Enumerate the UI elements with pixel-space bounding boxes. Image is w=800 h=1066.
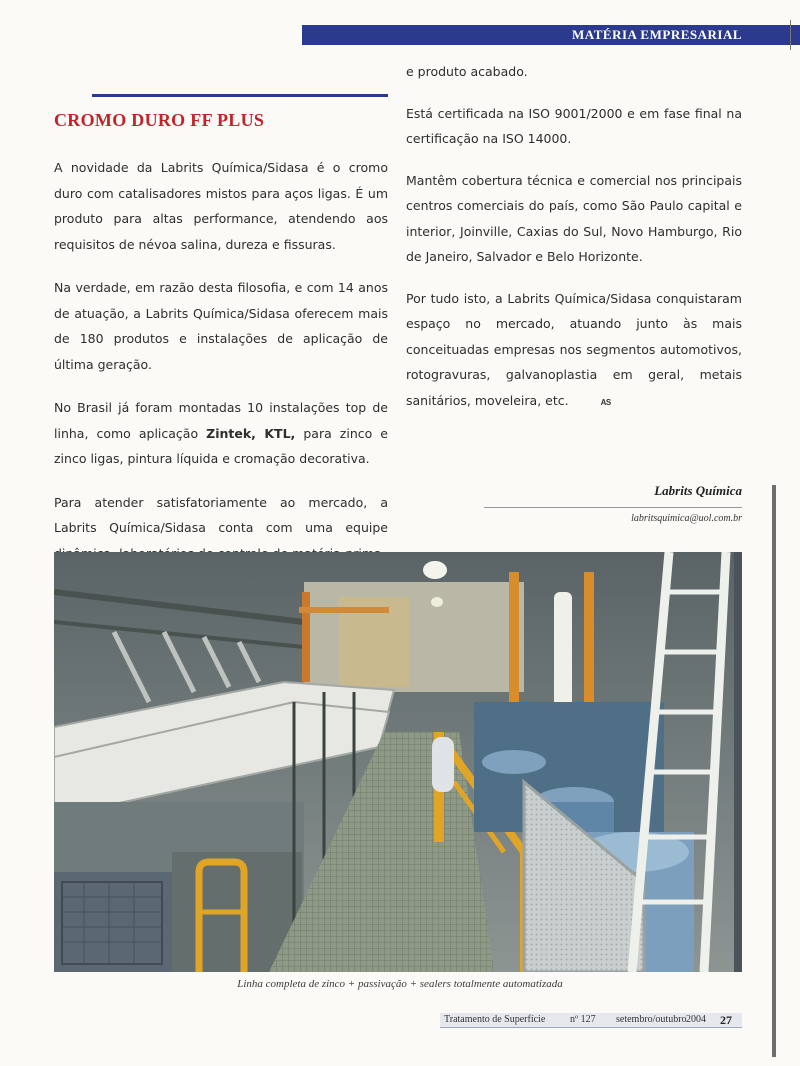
left-column: [54, 155, 388, 566]
signature-name: Labrits Química: [654, 483, 742, 498]
paragraph: Mantêm cobertura técnica e comercial nos principais centros comerciais do país, como São Paulo capital e interior, Joinville, Caxias do Sul, Novo Hamburgo, Rio de Janeiro, Salvador e Belo Horizonte.: [406, 172, 742, 264]
paragraph: e produto acabado.: [406, 64, 528, 79]
paragraph: A novidade da Labrits Química/Sidasa é o cromo duro com catalisadores mistos para aços ligas. É um produto para altas performance, atendendo aos requisitos de névoa salina, dureza e fissuras.: [54, 160, 388, 252]
article-title: CROMO DURO FF PLUS: [54, 110, 265, 130]
end-mark-logo: AS: [600, 397, 611, 407]
footer-publication: Tratamento de Superfície: [444, 1014, 546, 1025]
paragraph: No Brasil já foram montadas 10 instalações top de linha, como aplicação Zintek, KTL, para zinco e zinco ligas, pintura líquida e cromação decorativa.: [54, 400, 388, 466]
signature-email: labritsquimica@uol.com.br: [631, 513, 742, 524]
product-names: Zintek, KTL,: [206, 425, 296, 441]
section-header-bar: MATÉRIA EMPRESARIAL: [302, 25, 800, 45]
paragraph: Na verdade, em razão desta filosofia, e com 14 anos de atuação, a Labrits Química/Sidasa oferecem mais de 180 produtos e instalações de aplicação de última geração.: [54, 280, 388, 372]
page-footer: [440, 1013, 742, 1028]
photo-caption: Linha completa de zinco + passivação + sealers totalmente automatizada: [237, 978, 563, 990]
paragraph: Está certificada na ISO 9001/2000 e em fase final na certificação na ISO 14000.: [406, 105, 742, 146]
factory-photo: [54, 552, 742, 972]
edge-mark: [790, 20, 791, 50]
paragraph: Para atender satisfatoriamente ao mercado, a Labrits Química/Sidasa conta com uma equipe: [54, 494, 388, 535]
page-number: 27: [720, 1013, 732, 1027]
footer-issue: nº 127: [570, 1014, 596, 1025]
footer-year: 2004: [686, 1014, 706, 1025]
title-rule: [92, 94, 388, 97]
page-edge-bar: [772, 485, 776, 1057]
signature-rule: [484, 507, 742, 508]
paragraph: Por tudo isto, a Labrits Química/Sidasa conquistaram espaço no mercado, atuando junto às mais conceituadas empresas nos segmentos automotivos, rotogravuras, galvanoplastia em geral, metais sanitários, moveleira, etc. AS: [406, 290, 742, 408]
right-column: [406, 59, 742, 415]
footer-date: setembro/outubro: [616, 1014, 687, 1025]
plating-line-illustration: [54, 552, 742, 972]
